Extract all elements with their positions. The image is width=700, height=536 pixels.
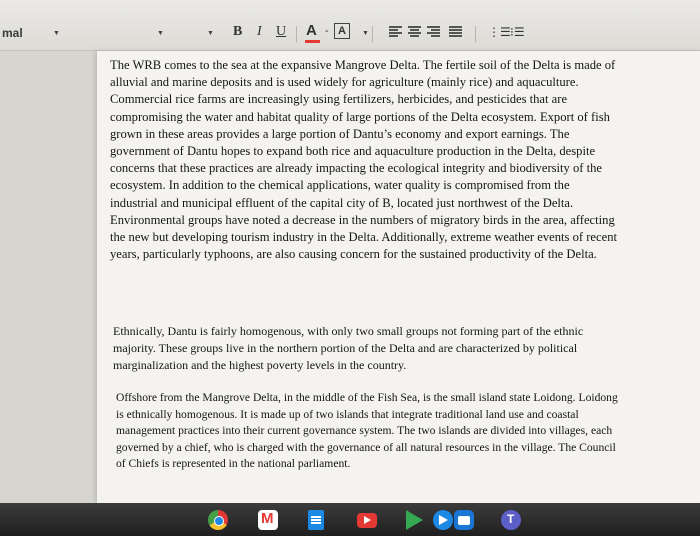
bold-button[interactable]: B: [233, 24, 243, 39]
paragraph-wrb-delta: The WRB comes to the sea at the expansive Mangrove Delta. The fertile soil of the Delta is made of alluvial and marine deposits and is used widely for agriculture (mainly rice) and aquaculture. Commercial rice farms are increasingly using fertilizers, herbicides, and pesticides that are compromising the water and habitat quality of large portions of the Delta ecosystem. Export of fish grown in these areas provides a large portion of Dantu’s economy and export earnings. The government of Dantu hopes to expand both rice and aquaculture production in the Delta, despite concerns that these practices are already impacting the ecological integrity and biodiversity of the ecosystem. In addition to the chemical applications, water quality is compromised from the industrial and municipal effluent of the capital city of B, located just northwest of the Delta. Environmental groups have noted a decrease in the numbers of migratory birds in the area, affecting the new but developing tourism industry in the Delta. Additionally, extreme weather events of recent years, particularly typhoons, are also causing concern for the sustained productivity of the Delta.: [110, 58, 617, 262]
bulleted-list-icon[interactable]: ⁝☰: [510, 25, 525, 39]
font-dropdown-caret-icon[interactable]: ▼: [157, 30, 164, 37]
text-color-swatch: [305, 40, 320, 43]
paragraph-loidong: Offshore from the Mangrove Delta, in the middle of the Fish Sea, is the small island state Loidong. Loidong is ethnically homogenous. It is made up of two islands that integrate traditional land use and coastal management practices into their current governance system. The two islands are divided into villages, each governed by a chief, who is charged with the governance of all natural resources in the village. The Council of Chiefs is represented in the national parliament.: [116, 391, 618, 471]
highlight-dropdown-caret-icon[interactable]: ▼: [362, 30, 369, 37]
document-margin: [0, 51, 97, 503]
underline-button[interactable]: U: [276, 24, 287, 39]
meet-icon[interactable]: [433, 510, 453, 530]
document-page[interactable]: [97, 51, 700, 503]
paragraph-style-select[interactable]: mal: [2, 26, 23, 40]
gmail-icon[interactable]: [258, 510, 278, 530]
align-left-icon[interactable]: [389, 26, 402, 38]
italic-button[interactable]: I: [257, 24, 262, 39]
text-color-button[interactable]: [306, 22, 317, 39]
font-size-dropdown-caret-icon[interactable]: ▼: [207, 30, 214, 37]
docs-icon[interactable]: [308, 510, 324, 530]
highlight-color-button[interactable]: A: [334, 23, 350, 39]
youtube-icon[interactable]: [357, 513, 377, 528]
formatting-toolbar: [0, 0, 700, 51]
teams-icon[interactable]: [501, 510, 521, 530]
toolbar-divider: [372, 26, 373, 42]
text-color-label: A: [306, 22, 317, 39]
style-dropdown-caret-icon[interactable]: ▼: [53, 30, 60, 37]
justify-icon[interactable]: [449, 26, 462, 38]
paragraph-ethnicity: Ethnically, Dantu is fairly homogenous, with only two small groups not forming part of the ethnic majority. These groups live in the northern portion of the Delta and are characterized by political marginalization and the highest poverty levels in the country.: [113, 324, 584, 373]
toolbar-divider: [475, 26, 476, 42]
numbered-list-icon[interactable]: ⋮☰: [488, 25, 511, 39]
align-right-icon[interactable]: [427, 26, 440, 38]
toolbar-divider: [296, 26, 297, 42]
taskbar: [0, 503, 700, 536]
text-color-dropdown-icon[interactable]: -: [325, 25, 329, 37]
play-store-icon[interactable]: [404, 510, 424, 530]
chrome-icon[interactable]: [208, 510, 228, 530]
files-icon[interactable]: [454, 510, 474, 530]
align-center-icon[interactable]: [408, 26, 421, 38]
